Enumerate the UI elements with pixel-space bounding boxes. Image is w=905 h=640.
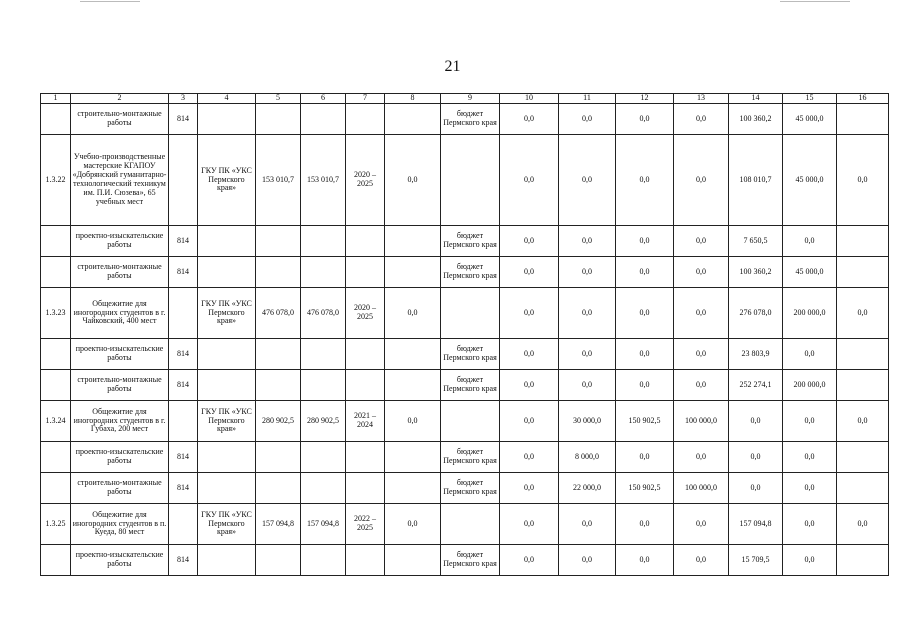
- table-cell: [41, 104, 71, 135]
- table-cell: 0,0: [559, 545, 616, 576]
- table-cell: 100 360,2: [729, 104, 783, 135]
- table-cell: [256, 104, 301, 135]
- table-cell: 100 360,2: [729, 257, 783, 288]
- table-cell: 814: [169, 473, 198, 504]
- table-cell: [346, 339, 385, 370]
- table-cell: [441, 401, 500, 442]
- table-cell: 0,0: [385, 135, 441, 226]
- table-cell: 0,0: [559, 339, 616, 370]
- table-row: [41, 288, 889, 339]
- column-header: 10: [500, 94, 559, 104]
- table-row: [41, 370, 889, 401]
- table-row: [41, 545, 889, 576]
- table-cell: 157 094,8: [256, 504, 301, 545]
- table-cell: [385, 545, 441, 576]
- table-cell: 200 000,0: [783, 288, 837, 339]
- table-cell: 2020 – 2025: [346, 135, 385, 226]
- table-cell: [346, 226, 385, 257]
- table-cell: [301, 257, 346, 288]
- column-header: 7: [346, 94, 385, 104]
- table-cell: 0,0: [616, 370, 674, 401]
- table-cell: 0,0: [674, 135, 729, 226]
- table-cell: 45 000,0: [783, 257, 837, 288]
- table-cell: [385, 226, 441, 257]
- table-cell: 0,0: [783, 401, 837, 442]
- table-cell: бюджет Пермского края: [441, 257, 500, 288]
- table-cell: 0,0: [729, 473, 783, 504]
- table-row: [41, 135, 889, 226]
- table-cell: 0,0: [674, 104, 729, 135]
- table-cell: 0,0: [559, 288, 616, 339]
- table-cell: [385, 339, 441, 370]
- table-cell: [256, 442, 301, 473]
- table-cell: 157 094,8: [301, 504, 346, 545]
- table-cell: 280 902,5: [301, 401, 346, 442]
- table-cell: [837, 370, 889, 401]
- table-cell: 153 010,7: [301, 135, 346, 226]
- table-cell: [301, 104, 346, 135]
- table-cell: 814: [169, 370, 198, 401]
- table-cell: проектно-изыскательские работы: [71, 339, 169, 370]
- column-header: 1: [41, 94, 71, 104]
- column-header: 5: [256, 94, 301, 104]
- table-cell: 0,0: [616, 288, 674, 339]
- table-cell: строительно-монтажные работы: [71, 257, 169, 288]
- table-cell: [837, 545, 889, 576]
- table-cell: [198, 545, 256, 576]
- table-cell: 200 000,0: [783, 370, 837, 401]
- table-cell: [169, 135, 198, 226]
- table-cell: 0,0: [674, 504, 729, 545]
- table-cell: 0,0: [616, 104, 674, 135]
- table-cell: [41, 370, 71, 401]
- table-cell: 0,0: [500, 226, 559, 257]
- table-cell: 0,0: [616, 442, 674, 473]
- table-cell: 30 000,0: [559, 401, 616, 442]
- table-row: [41, 504, 889, 545]
- table-cell: 0,0: [500, 257, 559, 288]
- table-cell: Общежитие для иногородних студентов в г. Чайковский, 400 мест: [71, 288, 169, 339]
- table-cell: строительно-монтажные работы: [71, 473, 169, 504]
- table-cell: 0,0: [674, 370, 729, 401]
- table-cell: 0,0: [783, 504, 837, 545]
- table-cell: 0,0: [837, 135, 889, 226]
- table-cell: [256, 257, 301, 288]
- table-cell: [256, 226, 301, 257]
- table-cell: Общежитие для иногородних студентов в п. Куеда, 80 мест: [71, 504, 169, 545]
- table-cell: 0,0: [616, 135, 674, 226]
- table-cell: [256, 339, 301, 370]
- table-cell: 0,0: [616, 226, 674, 257]
- table-cell: бюджет Пермского края: [441, 226, 500, 257]
- table-cell: 45 000,0: [783, 135, 837, 226]
- column-header: 15: [783, 94, 837, 104]
- table-cell: [169, 401, 198, 442]
- table-cell: 8 000,0: [559, 442, 616, 473]
- table-cell: 0,0: [385, 504, 441, 545]
- table-cell: 0,0: [674, 226, 729, 257]
- table-cell: [41, 545, 71, 576]
- column-header: 14: [729, 94, 783, 104]
- table-cell: 2020 – 2025: [346, 288, 385, 339]
- table-cell: [169, 504, 198, 545]
- column-header: 12: [616, 94, 674, 104]
- table-cell: [346, 442, 385, 473]
- table-cell: строительно-монтажные работы: [71, 370, 169, 401]
- table-cell: бюджет Пермского края: [441, 473, 500, 504]
- table-cell: 0,0: [559, 135, 616, 226]
- table-cell: строительно-монтажные работы: [71, 104, 169, 135]
- table-row: [41, 226, 889, 257]
- scan-edge-line-right: [780, 1, 850, 2]
- column-header: 3: [169, 94, 198, 104]
- table-cell: ГКУ ПК «УКС Пермского края»: [198, 504, 256, 545]
- table-cell: проектно-изыскательские работы: [71, 545, 169, 576]
- table-cell: [837, 442, 889, 473]
- table-cell: [385, 442, 441, 473]
- table-row: [41, 104, 889, 135]
- table-cell: 0,0: [500, 504, 559, 545]
- table-row: [41, 401, 889, 442]
- table-cell: ГКУ ПК «УКС Пермского края»: [198, 401, 256, 442]
- table-cell: [198, 473, 256, 504]
- table-cell: 1.3.25: [41, 504, 71, 545]
- header-row: [41, 94, 889, 104]
- table-cell: 0,0: [837, 504, 889, 545]
- table-cell: 0,0: [783, 226, 837, 257]
- table-cell: [346, 104, 385, 135]
- table-cell: 814: [169, 226, 198, 257]
- table-cell: 157 094,8: [729, 504, 783, 545]
- table-cell: 0,0: [837, 288, 889, 339]
- table-cell: 108 010,7: [729, 135, 783, 226]
- table-cell: 0,0: [837, 401, 889, 442]
- table-cell: 0,0: [500, 135, 559, 226]
- table-cell: 153 010,7: [256, 135, 301, 226]
- table-cell: [41, 473, 71, 504]
- table-cell: бюджет Пермского края: [441, 370, 500, 401]
- table-cell: [346, 545, 385, 576]
- table-cell: 0,0: [500, 104, 559, 135]
- table-cell: ГКУ ПК «УКС Пермского края»: [198, 135, 256, 226]
- table-cell: 7 650,5: [729, 226, 783, 257]
- table-cell: 150 902,5: [616, 473, 674, 504]
- table-cell: [837, 257, 889, 288]
- table-cell: 15 709,5: [729, 545, 783, 576]
- table-cell: 276 078,0: [729, 288, 783, 339]
- table-cell: 0,0: [559, 104, 616, 135]
- table-cell: 0,0: [500, 473, 559, 504]
- table-cell: [256, 370, 301, 401]
- table-cell: [41, 442, 71, 473]
- page-number: 21: [444, 58, 461, 75]
- column-header: 2: [71, 94, 169, 104]
- table-cell: [441, 135, 500, 226]
- table-cell: бюджет Пермского края: [441, 442, 500, 473]
- table-cell: 0,0: [500, 370, 559, 401]
- table-cell: 0,0: [674, 442, 729, 473]
- table-row: [41, 473, 889, 504]
- table-cell: 476 078,0: [256, 288, 301, 339]
- table-cell: [41, 257, 71, 288]
- table-cell: [301, 545, 346, 576]
- table-cell: [198, 226, 256, 257]
- table-cell: Общежитие для иногородних студентов в г. Губаха, 200 мест: [71, 401, 169, 442]
- table-cell: проектно-изыскательские работы: [71, 442, 169, 473]
- table-cell: 814: [169, 442, 198, 473]
- table-cell: [385, 370, 441, 401]
- table-cell: 100 000,0: [674, 473, 729, 504]
- table-cell: 0,0: [385, 401, 441, 442]
- table-cell: [346, 473, 385, 504]
- column-header: 9: [441, 94, 500, 104]
- table-cell: 1.3.22: [41, 135, 71, 226]
- table-cell: 0,0: [500, 442, 559, 473]
- scan-edge-line-left: [80, 1, 140, 2]
- table-cell: 22 000,0: [559, 473, 616, 504]
- table-cell: [301, 370, 346, 401]
- table-cell: [198, 370, 256, 401]
- table-cell: бюджет Пермского края: [441, 339, 500, 370]
- table-cell: 45 000,0: [783, 104, 837, 135]
- table-cell: [837, 104, 889, 135]
- table-cell: [301, 226, 346, 257]
- table-cell: 814: [169, 257, 198, 288]
- table-cell: 0,0: [616, 339, 674, 370]
- table-cell: 0,0: [674, 545, 729, 576]
- table-cell: [256, 545, 301, 576]
- table-cell: 0,0: [783, 473, 837, 504]
- table-cell: [346, 370, 385, 401]
- table-cell: 0,0: [674, 339, 729, 370]
- table-cell: бюджет Пермского края: [441, 545, 500, 576]
- table-cell: [385, 473, 441, 504]
- table-cell: 0,0: [783, 339, 837, 370]
- table-row: [41, 257, 889, 288]
- table-cell: [837, 339, 889, 370]
- table-cell: 0,0: [385, 288, 441, 339]
- table-cell: 1.3.23: [41, 288, 71, 339]
- table-cell: 280 902,5: [256, 401, 301, 442]
- table-cell: 0,0: [500, 401, 559, 442]
- table-cell: 0,0: [729, 442, 783, 473]
- table-cell: [301, 339, 346, 370]
- table-cell: [169, 288, 198, 339]
- table-cell: [301, 442, 346, 473]
- table-cell: 0,0: [559, 257, 616, 288]
- table-cell: 0,0: [559, 504, 616, 545]
- table-cell: 0,0: [783, 442, 837, 473]
- column-header: 6: [301, 94, 346, 104]
- table-cell: 476 078,0: [301, 288, 346, 339]
- table-cell: [256, 473, 301, 504]
- budget-table: [40, 93, 889, 576]
- table-cell: [301, 473, 346, 504]
- table-cell: [385, 104, 441, 135]
- table-cell: [198, 339, 256, 370]
- column-header: 4: [198, 94, 256, 104]
- table-cell: [198, 442, 256, 473]
- table-cell: 0,0: [559, 226, 616, 257]
- table-cell: [441, 288, 500, 339]
- table-cell: 2021 – 2024: [346, 401, 385, 442]
- table-cell: 2022 – 2025: [346, 504, 385, 545]
- table-cell: 0,0: [783, 545, 837, 576]
- table-cell: 0,0: [616, 504, 674, 545]
- table-cell: 100 000,0: [674, 401, 729, 442]
- table-cell: 814: [169, 339, 198, 370]
- table-cell: ГКУ ПК «УКС Пермского края»: [198, 288, 256, 339]
- table-cell: [346, 257, 385, 288]
- table-cell: [198, 104, 256, 135]
- table-cell: проектно-изыскательские работы: [71, 226, 169, 257]
- column-header: 8: [385, 94, 441, 104]
- table-cell: 0,0: [674, 257, 729, 288]
- table-cell: [41, 339, 71, 370]
- table-cell: [837, 473, 889, 504]
- table-cell: [441, 504, 500, 545]
- table-cell: [198, 257, 256, 288]
- table-cell: 1.3.24: [41, 401, 71, 442]
- table-cell: [837, 226, 889, 257]
- table-cell: 0,0: [559, 370, 616, 401]
- table-row: [41, 339, 889, 370]
- table-cell: 814: [169, 545, 198, 576]
- table-cell: 0,0: [500, 545, 559, 576]
- column-header: 13: [674, 94, 729, 104]
- table-cell: 0,0: [616, 545, 674, 576]
- table-row: [41, 442, 889, 473]
- table-cell: 0,0: [500, 288, 559, 339]
- column-header: 16: [837, 94, 889, 104]
- table-cell: 814: [169, 104, 198, 135]
- table-cell: 0,0: [500, 339, 559, 370]
- table-cell: 150 902,5: [616, 401, 674, 442]
- table-cell: 252 274,1: [729, 370, 783, 401]
- table-cell: 23 803,9: [729, 339, 783, 370]
- table-cell: 0,0: [729, 401, 783, 442]
- table-cell: бюджет Пермского края: [441, 104, 500, 135]
- table-cell: [41, 226, 71, 257]
- table-cell: [385, 257, 441, 288]
- table-cell: Учебно-производственные мастерские КГАПОУ «Добрянский гуманитарно-технологический техникум им. П.И. Сюзева», 65 учебных мест: [71, 135, 169, 226]
- column-header: 11: [559, 94, 616, 104]
- table-cell: 0,0: [674, 288, 729, 339]
- table-cell: 0,0: [616, 257, 674, 288]
